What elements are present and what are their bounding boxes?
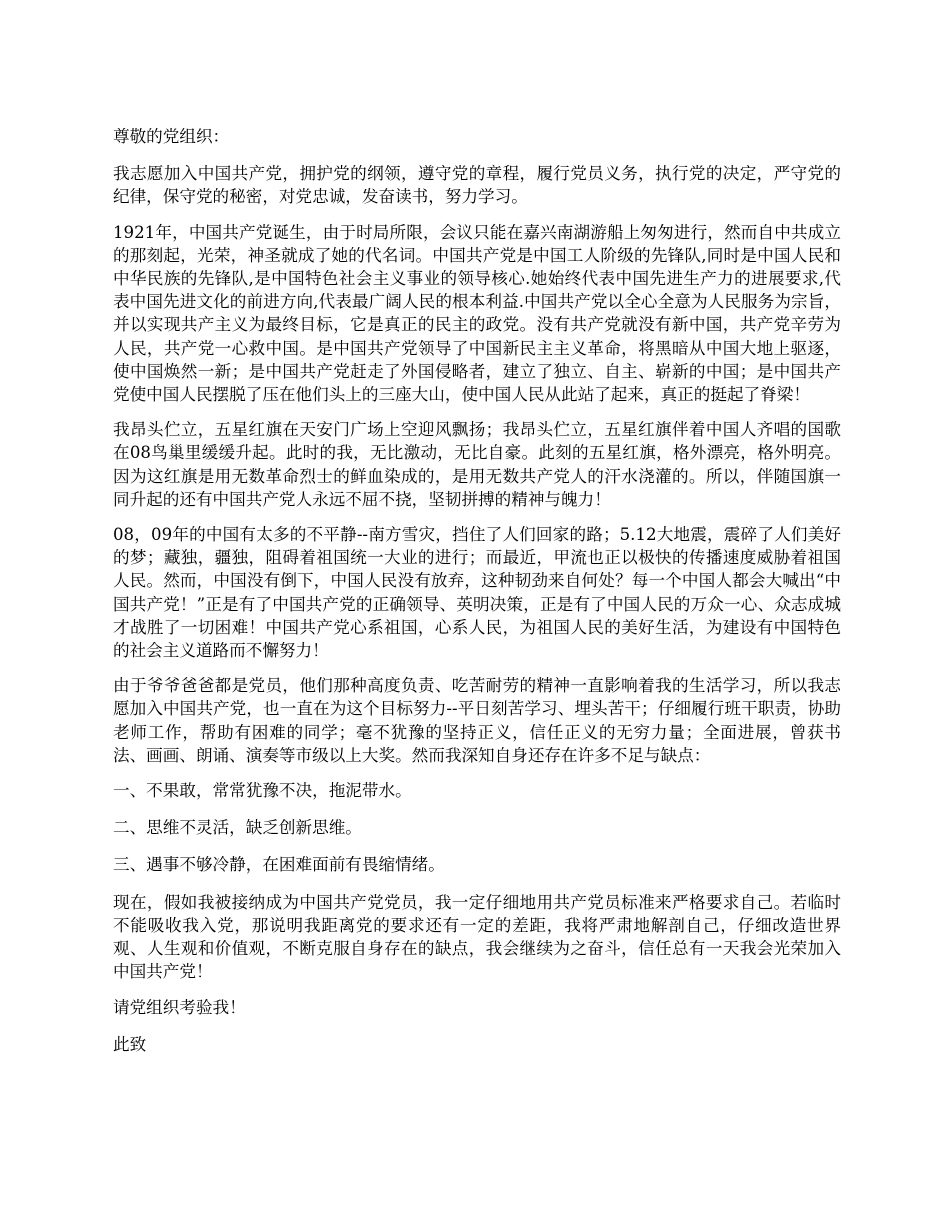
salutation: 尊敬的党组织：: [113, 127, 230, 146]
document-body: [113, 125, 841, 1070]
shortcoming-item: 一、不果敢，常常犹豫不决，拖泥带水。: [113, 781, 412, 801]
paragraph-commitment: 现在，假如我被接纳成为中国共产党党员，我一定仔细地用共产党员标准来严格要求自己。若临时不能吸收我入党，那说明我距离党的要求还有一定的差距，我将严肃地解剖自己，仔细改造世界观、人生观和价值观，不断克服自身存在的缺点，我会继续为之奋斗，信任总有一天我会光荣加入中国共产党！: [113, 892, 841, 982]
paragraph-challenges: 08，09年的中国有太多的不平静--南方雪灾，挡住了人们回家的路；5.12大地震，震碎了人们美好的梦；藏独，疆独，阻碍着祖国统一大业的进行；而最近，甲流也正以极快的传播速度威胁着祖国人民。然而，中国没有倒下，中国人民没有放弃，这种韧劲来自何处？每一个中国人都会大喊出“中国共产党！”正是有了中国共产党的正确领导、英明决策，正是有了中国人民的万众一心、众志成城才战胜了一切困难！中国共产党心系祖国，心系人民，为祖国人民的美好生活，为建设有中国特色的社会主义道路而不懈努力！: [113, 525, 841, 661]
paragraph-personal-motivation: 由于爷爷爸爸都是党员，他们那种高度负责、吃苦耐劳的精神一直影响着我的生活学习，所以我志愿加入中国共产党，也一直在为这个目标努力--平日刻苦学习、埋头苦干；仔细履行班干职责，协助老师工作，帮助有困难的同学；毫不犹豫的坚持正义，信任正义的无穷力量；全面进展，曾获书法、画画、朗诵、演奏等市级以上大奖。然而我深知自身还存在许多不足与缺点：: [113, 676, 841, 765]
paragraph-national-flag: 我昂头伫立，五星红旗在天安门广场上空迎风飘扬；我昂头伫立，五星红旗伴着中国人齐唱的国歌在08鸟巢里缓缓升起。此时的我，无比激动，无比自豪。此刻的五星红旗，格外漂亮，格外明亮。因为这红旗是用无数革命烈士的鲜血染成的，是用无数共产党人的汗水浇灌的。所以，伴随国旗一同升起的还有中国共产党人永远不屈不挠，坚韧拼搏的精神与魄力！: [113, 420, 841, 509]
paragraph-pledge: 我志愿加入中国共产党，拥护党的纲领，遵守党的章程，履行党员义务，执行党的决定，严守党的纪律，保守党的秘密，对党忠诚，发奋读书，努力学习。: [113, 164, 841, 207]
shortcoming-item: 三、遇事不够冷静，在困难面前有畏缩情绪。: [113, 855, 445, 875]
shortcoming-item: 二、思维不灵活，缺乏创新思维。: [113, 818, 362, 838]
paragraph-party-history: 1921年，中国共产党诞生，由于时局所限，会议只能在嘉兴南湖游船上匆匆进行，然而自中共成立的那刻起，光荣，神圣就成了她的代名词。中国共产党是中国工人阶级的先锋队,同时是中国人民和中华民族的先锋队,是中国特色社会主义事业的领导核心.她始终代表中国先进生产力的进展要求,代表中国先进文化的前进方向,代表最广阔人民的根本利益.中国共产党以全心全意为人民服务为宗旨，并以实现共产主义为最终目标，它是真正的民主的政党。没有共产党就没有新中国，共产党辛劳为人民，共产党一心救中国。是中国共产党领导了中国新民主主义革命，将黑暗从中国大地上驱逐，使中国焕然一新；是中国共产党赶走了外国侵略者，建立了独立、自主、崭新的中国；是中国共产党使中国人民摆脱了压在他们头上的三座大山，使中国人民从此站了起来，真正的挺起了脊梁！: [113, 222, 841, 405]
sign-off: 此致: [113, 1034, 147, 1054]
request-line: 请党组织考验我！: [113, 997, 246, 1017]
